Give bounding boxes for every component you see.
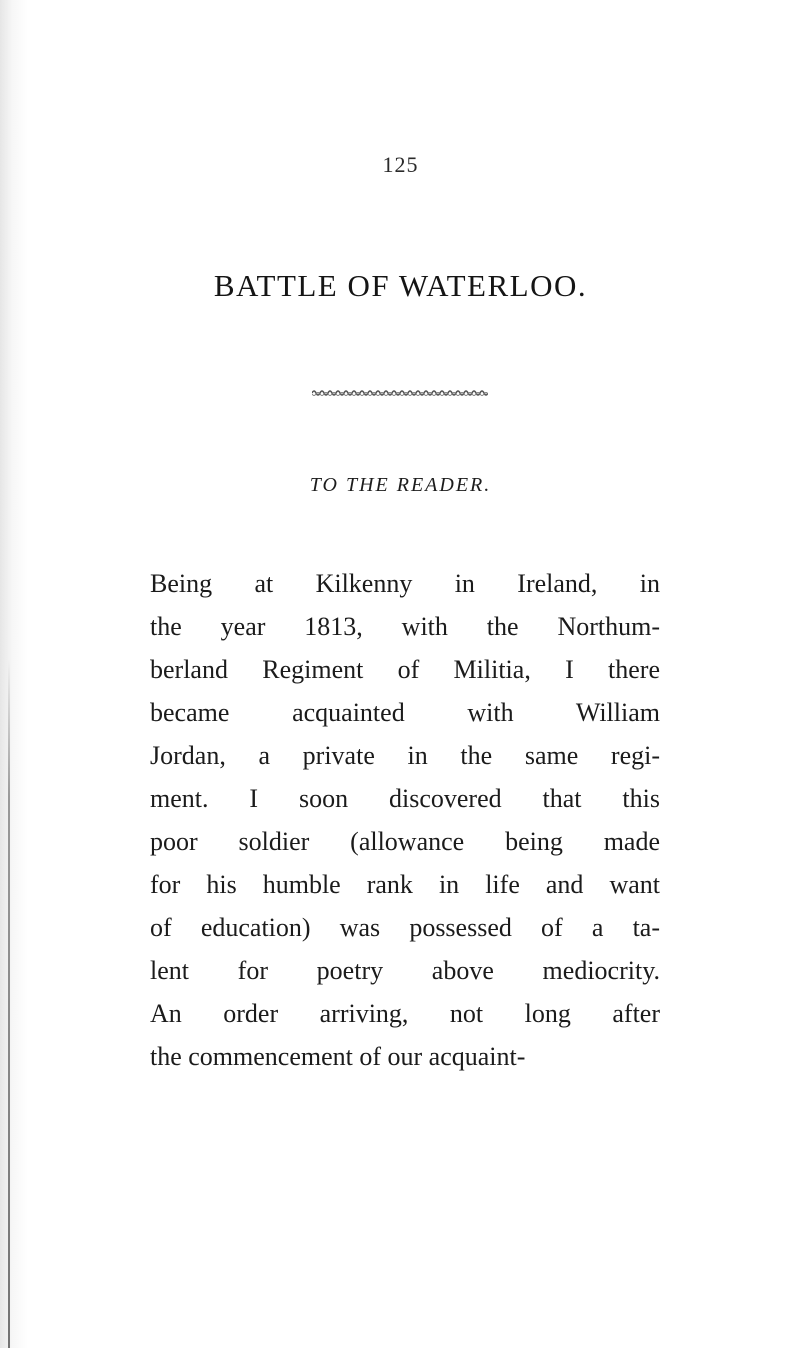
ornamental-rule — [312, 388, 488, 398]
text-line: of education) was possessed of a ta- — [150, 913, 660, 942]
text-line: An order arriving, not long after — [150, 999, 660, 1028]
text-line: became acquainted with William — [150, 698, 660, 727]
text-line: for his humble rank in life and want — [150, 870, 660, 899]
body-text — [150, 562, 660, 1078]
text-line: berland Regiment of Militia, I there — [150, 655, 660, 684]
text-line: the year 1813, with the Northum- — [150, 612, 660, 641]
text-line: Being at Kilkenny in Ireland, in — [150, 569, 660, 598]
text-line: ment. I soon discovered that this — [150, 784, 660, 813]
page-title: BATTLE OF WATERLOO. — [213, 268, 588, 303]
text-line: Jordan, a private in the same regi- — [150, 741, 660, 770]
page-number: 125 — [382, 152, 419, 177]
section-heading: TO THE READER. — [309, 474, 492, 496]
text-line: lent for poetry above mediocrity. — [150, 956, 660, 985]
text-line: the commencement of our acquaint- — [150, 1042, 526, 1071]
text-line: poor soldier (allowance being made — [150, 827, 660, 856]
page-binding-edge — [0, 0, 28, 1348]
